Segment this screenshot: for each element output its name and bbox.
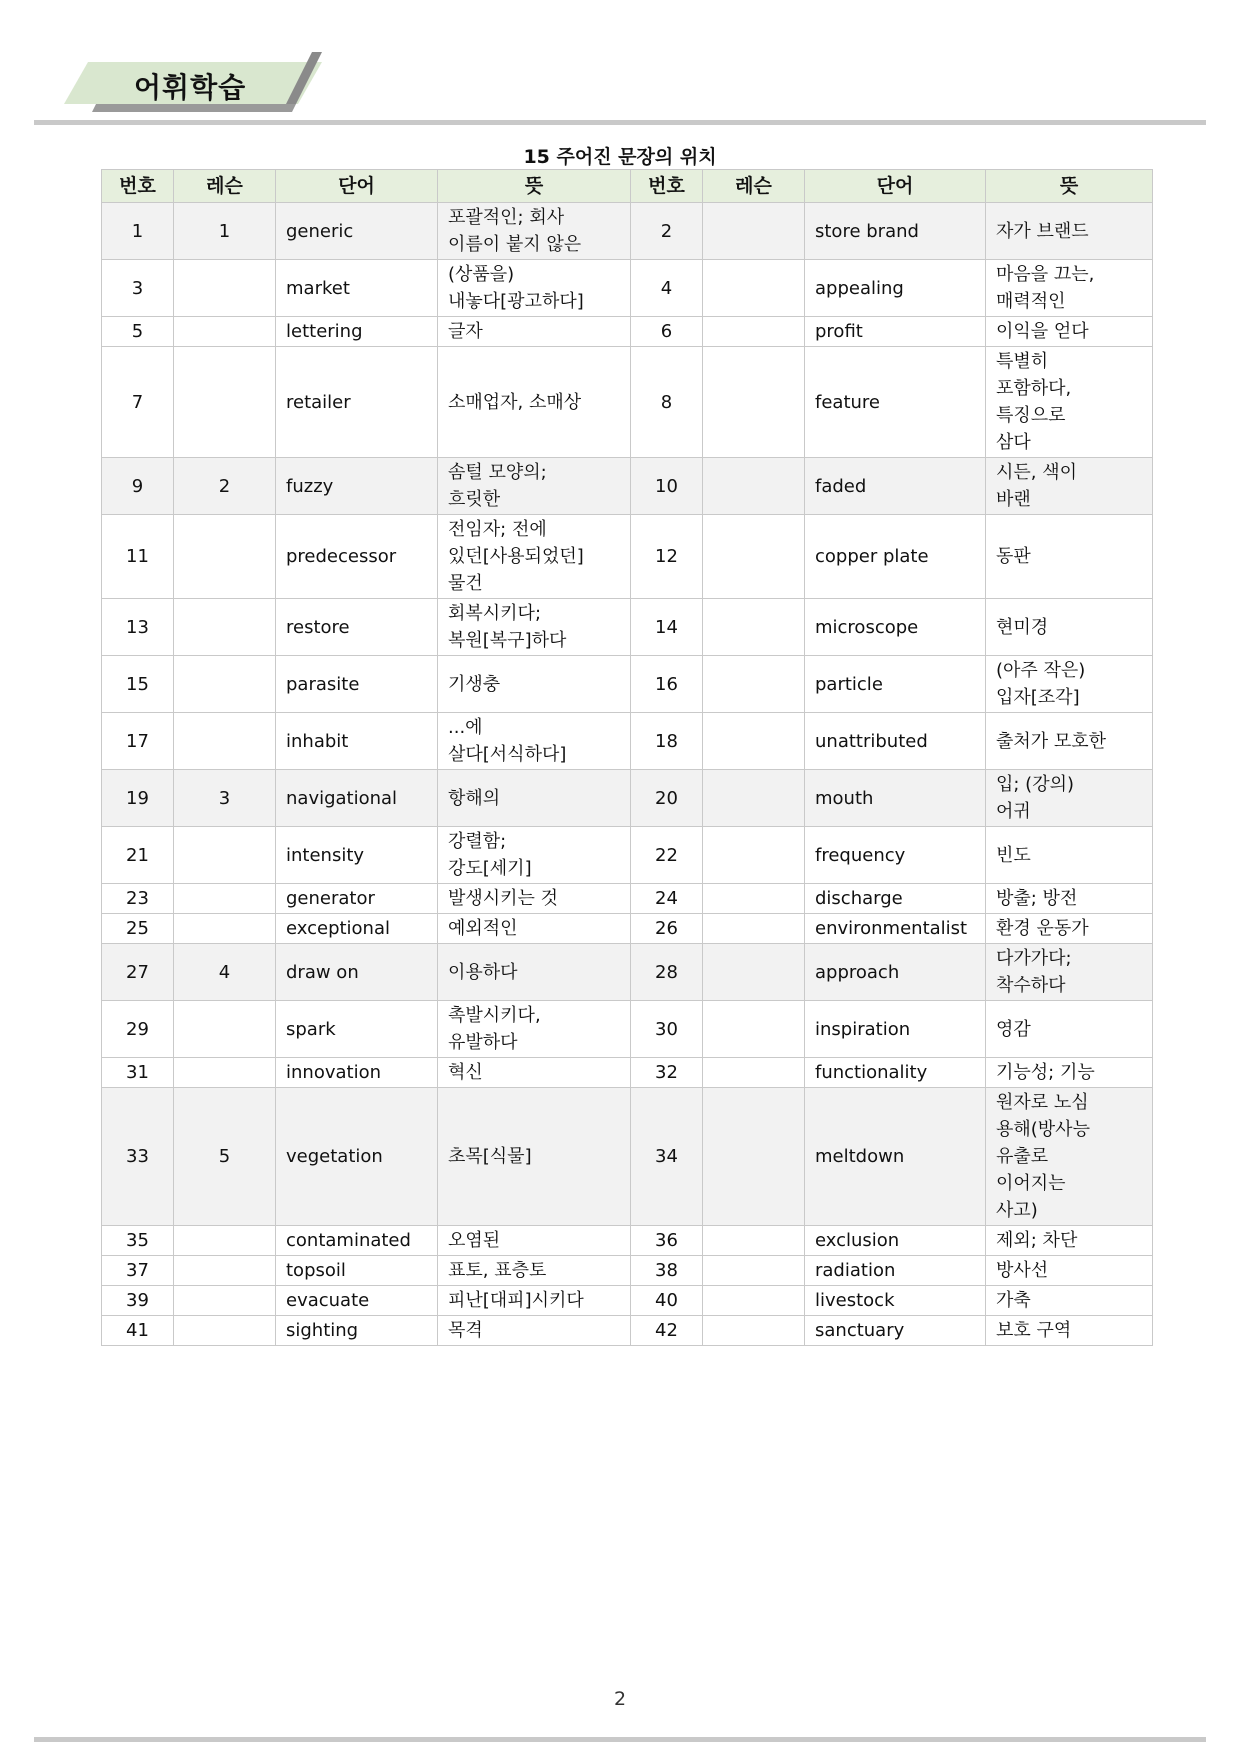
entry-number: 32	[631, 1058, 703, 1088]
col-header-number: 번호	[631, 170, 703, 203]
entry-word: inhabit	[276, 713, 438, 770]
lesson-number	[703, 1058, 805, 1088]
entry-word: exclusion	[805, 1226, 986, 1256]
entry-number: 22	[631, 827, 703, 884]
entry-meaning: 영감	[986, 1001, 1153, 1058]
entry-word: contaminated	[276, 1226, 438, 1256]
entry-word: intensity	[276, 827, 438, 884]
lesson-number	[703, 770, 805, 827]
entry-number: 13	[102, 599, 174, 656]
entry-number: 2	[631, 203, 703, 260]
table-row	[102, 770, 1153, 827]
lesson-number	[174, 713, 276, 770]
col-header-number: 번호	[102, 170, 174, 203]
lesson-number: 5	[174, 1088, 276, 1226]
entry-number: 29	[102, 1001, 174, 1058]
lesson-number	[174, 1058, 276, 1088]
entry-meaning: 전임자; 전에 있던[사용되었던] 물건	[438, 515, 631, 599]
entry-number: 41	[102, 1316, 174, 1346]
entry-meaning: 특별히 포함하다, 특징으로 삼다	[986, 347, 1153, 458]
entry-number: 34	[631, 1088, 703, 1226]
lesson-number	[703, 713, 805, 770]
vocab-table	[101, 169, 1153, 1346]
page-number: 2	[613, 1688, 627, 1710]
entry-word: lettering	[276, 317, 438, 347]
entry-meaning: 동판	[986, 515, 1153, 599]
entry-number: 10	[631, 458, 703, 515]
entry-word: store brand	[805, 203, 986, 260]
entry-word: sanctuary	[805, 1316, 986, 1346]
entry-meaning: 솜털 모양의; 흐릿한	[438, 458, 631, 515]
entry-meaning: 보호 구역	[986, 1316, 1153, 1346]
lesson-number	[703, 827, 805, 884]
entry-word: retailer	[276, 347, 438, 458]
entry-meaning: 환경 운동가	[986, 914, 1153, 944]
entry-number: 15	[102, 656, 174, 713]
entry-number: 6	[631, 317, 703, 347]
entry-number: 30	[631, 1001, 703, 1058]
entry-number: 31	[102, 1058, 174, 1088]
entry-number: 5	[102, 317, 174, 347]
entry-meaning: 제외; 차단	[986, 1226, 1153, 1256]
table-row	[102, 884, 1153, 914]
lesson-number	[174, 599, 276, 656]
entry-number: 16	[631, 656, 703, 713]
table-row	[102, 260, 1153, 317]
entry-meaning: 오염된	[438, 1226, 631, 1256]
entry-word: environmentalist	[805, 914, 986, 944]
entry-word: innovation	[276, 1058, 438, 1088]
lesson-number	[703, 1316, 805, 1346]
entry-word: appealing	[805, 260, 986, 317]
lesson-number: 4	[174, 944, 276, 1001]
lesson-number: 3	[174, 770, 276, 827]
entry-meaning: 회복시키다; 복원[복구]하다	[438, 599, 631, 656]
lesson-number	[703, 884, 805, 914]
entry-word: market	[276, 260, 438, 317]
entry-number: 7	[102, 347, 174, 458]
entry-number: 11	[102, 515, 174, 599]
entry-number: 17	[102, 713, 174, 770]
entry-meaning: 촉발시키다, 유발하다	[438, 1001, 631, 1058]
entry-meaning: 빈도	[986, 827, 1153, 884]
entry-word: topsoil	[276, 1256, 438, 1286]
lesson-number	[174, 317, 276, 347]
table-row	[102, 944, 1153, 1001]
lesson-number	[174, 515, 276, 599]
entry-meaning: 이익을 얻다	[986, 317, 1153, 347]
col-header-lesson: 레슨	[174, 170, 276, 203]
entry-meaning: 포괄적인; 회사 이름이 붙지 않은	[438, 203, 631, 260]
table-row	[102, 827, 1153, 884]
entry-number: 14	[631, 599, 703, 656]
entry-word: predecessor	[276, 515, 438, 599]
entry-meaning: ...에 살다[서식하다]	[438, 713, 631, 770]
entry-word: frequency	[805, 827, 986, 884]
entry-meaning: 소매업자, 소매상	[438, 347, 631, 458]
entry-word: approach	[805, 944, 986, 1001]
col-header-lesson: 레슨	[703, 170, 805, 203]
entry-meaning: 가축	[986, 1286, 1153, 1316]
entry-meaning: 마음을 끄는, 매력적인	[986, 260, 1153, 317]
lesson-number	[703, 944, 805, 1001]
entry-word: generator	[276, 884, 438, 914]
table-header-row	[102, 170, 1153, 203]
entry-word: draw on	[276, 944, 438, 1001]
bottom-divider	[34, 1737, 1206, 1742]
entry-meaning: 방출; 방전	[986, 884, 1153, 914]
entry-number: 26	[631, 914, 703, 944]
table-row	[102, 713, 1153, 770]
table-row	[102, 1058, 1153, 1088]
lesson-number	[703, 317, 805, 347]
entry-meaning: 원자로 노심 용해(방사능 유출로 이어지는 사고)	[986, 1088, 1153, 1226]
entry-number: 40	[631, 1286, 703, 1316]
entry-number: 39	[102, 1286, 174, 1316]
table-row	[102, 203, 1153, 260]
entry-meaning: 다가가다; 착수하다	[986, 944, 1153, 1001]
entry-number: 42	[631, 1316, 703, 1346]
lesson-number	[174, 656, 276, 713]
entry-number: 20	[631, 770, 703, 827]
entry-meaning: 표토, 표층토	[438, 1256, 631, 1286]
entry-word: discharge	[805, 884, 986, 914]
lesson-number	[703, 656, 805, 713]
entry-word: restore	[276, 599, 438, 656]
entry-meaning: 현미경	[986, 599, 1153, 656]
entry-number: 24	[631, 884, 703, 914]
entry-word: generic	[276, 203, 438, 260]
entry-word: faded	[805, 458, 986, 515]
table-row	[102, 1088, 1153, 1226]
lesson-number	[174, 1316, 276, 1346]
entry-number: 27	[102, 944, 174, 1001]
entry-word: microscope	[805, 599, 986, 656]
lesson-number	[703, 515, 805, 599]
entry-number: 23	[102, 884, 174, 914]
col-header-word: 단어	[276, 170, 438, 203]
lesson-number	[703, 347, 805, 458]
table-row	[102, 656, 1153, 713]
table-row	[102, 1226, 1153, 1256]
entry-number: 9	[102, 458, 174, 515]
entry-number: 36	[631, 1226, 703, 1256]
lesson-number	[174, 884, 276, 914]
entry-meaning: 목격	[438, 1316, 631, 1346]
entry-word: particle	[805, 656, 986, 713]
col-header-meaning: 뜻	[438, 170, 631, 203]
lesson-number: 1	[174, 203, 276, 260]
entry-meaning: 예외적인	[438, 914, 631, 944]
entry-meaning: 출처가 모호한	[986, 713, 1153, 770]
entry-number: 38	[631, 1256, 703, 1286]
entry-meaning: 초목[식물]	[438, 1088, 631, 1226]
entry-number: 28	[631, 944, 703, 1001]
entry-meaning: 피난[대피]시키다	[438, 1286, 631, 1316]
entry-number: 35	[102, 1226, 174, 1256]
lesson-number	[703, 458, 805, 515]
entry-word: inspiration	[805, 1001, 986, 1058]
entry-number: 19	[102, 770, 174, 827]
entry-meaning: 기능성; 기능	[986, 1058, 1153, 1088]
entry-meaning: 방사선	[986, 1256, 1153, 1286]
lesson-number	[703, 1226, 805, 1256]
entry-word: unattributed	[805, 713, 986, 770]
entry-number: 25	[102, 914, 174, 944]
entry-meaning: 시든, 색이 바랜	[986, 458, 1153, 515]
table-row	[102, 515, 1153, 599]
lesson-number	[174, 914, 276, 944]
entry-number: 4	[631, 260, 703, 317]
entry-number: 21	[102, 827, 174, 884]
entry-number: 8	[631, 347, 703, 458]
entry-meaning: 기생충	[438, 656, 631, 713]
table-row	[102, 1001, 1153, 1058]
entry-meaning: 항해의	[438, 770, 631, 827]
entry-word: mouth	[805, 770, 986, 827]
entry-meaning: 혁신	[438, 1058, 631, 1088]
entry-word: navigational	[276, 770, 438, 827]
entry-meaning: (상품을) 내놓다[광고하다]	[438, 260, 631, 317]
table-row	[102, 317, 1153, 347]
table-row	[102, 914, 1153, 944]
lesson-number	[703, 599, 805, 656]
table-row	[102, 1256, 1153, 1286]
lesson-number	[174, 1256, 276, 1286]
entry-word: spark	[276, 1001, 438, 1058]
lesson-number	[174, 347, 276, 458]
entry-number: 37	[102, 1256, 174, 1286]
entry-number: 33	[102, 1088, 174, 1226]
table-row	[102, 1286, 1153, 1316]
entry-number: 18	[631, 713, 703, 770]
table-row	[102, 1316, 1153, 1346]
col-header-word: 단어	[805, 170, 986, 203]
lesson-number	[174, 1001, 276, 1058]
section-title: 15 주어진 문장의 위치	[523, 146, 717, 168]
lesson-number	[174, 1286, 276, 1316]
col-header-meaning: 뜻	[986, 170, 1153, 203]
table-row	[102, 347, 1153, 458]
entry-word: parasite	[276, 656, 438, 713]
entry-number: 3	[102, 260, 174, 317]
entry-number: 1	[102, 203, 174, 260]
entry-number: 12	[631, 515, 703, 599]
header-banner	[60, 52, 360, 112]
entry-meaning: 발생시키는 것	[438, 884, 631, 914]
entry-word: livestock	[805, 1286, 986, 1316]
table-row	[102, 458, 1153, 515]
entry-word: exceptional	[276, 914, 438, 944]
entry-meaning: 강렬함; 강도[세기]	[438, 827, 631, 884]
entry-word: meltdown	[805, 1088, 986, 1226]
lesson-number: 2	[174, 458, 276, 515]
lesson-number	[703, 260, 805, 317]
entry-word: vegetation	[276, 1088, 438, 1226]
table-row	[102, 599, 1153, 656]
lesson-number	[703, 203, 805, 260]
entry-word: feature	[805, 347, 986, 458]
entry-meaning: 글자	[438, 317, 631, 347]
lesson-number	[703, 1001, 805, 1058]
lesson-number	[174, 827, 276, 884]
vocab-table-body	[102, 203, 1153, 1346]
entry-word: functionality	[805, 1058, 986, 1088]
entry-word: radiation	[805, 1256, 986, 1286]
entry-word: fuzzy	[276, 458, 438, 515]
top-divider	[34, 120, 1206, 125]
lesson-number	[703, 1088, 805, 1226]
lesson-number	[703, 1256, 805, 1286]
entry-meaning: (아주 작은) 입자[조각]	[986, 656, 1153, 713]
entry-word: copper plate	[805, 515, 986, 599]
lesson-number	[703, 914, 805, 944]
entry-meaning: 자가 브랜드	[986, 203, 1153, 260]
header-title: 어휘학습	[134, 71, 247, 104]
entry-word: profit	[805, 317, 986, 347]
lesson-number	[174, 1226, 276, 1256]
entry-word: evacuate	[276, 1286, 438, 1316]
entry-meaning: 입; (강의) 어귀	[986, 770, 1153, 827]
entry-word: sighting	[276, 1316, 438, 1346]
lesson-number	[703, 1286, 805, 1316]
lesson-number	[174, 260, 276, 317]
entry-meaning: 이용하다	[438, 944, 631, 1001]
